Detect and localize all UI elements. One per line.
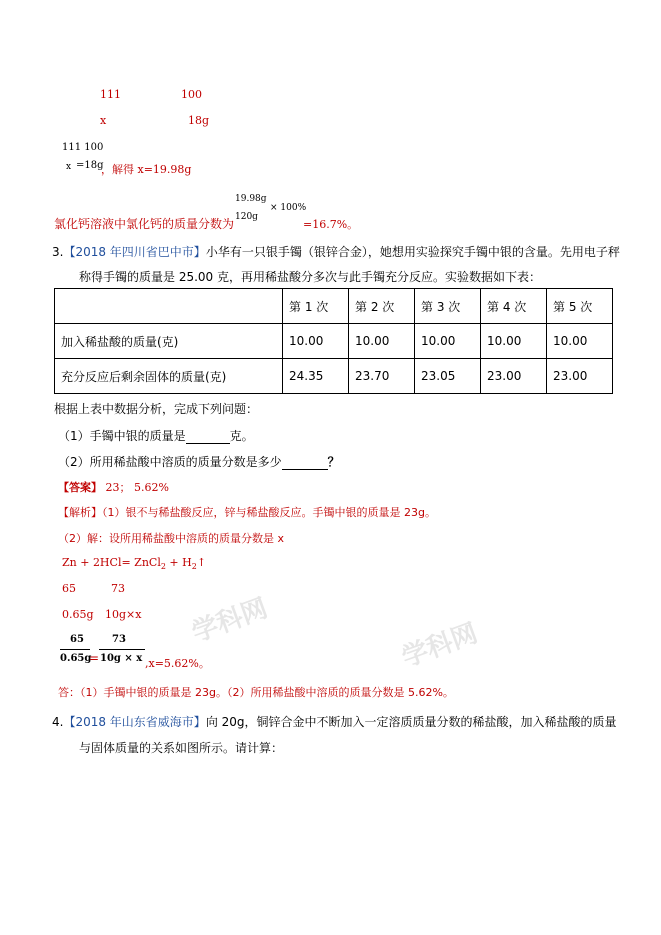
table-cell: 10.00: [283, 324, 349, 359]
table-row: [55, 359, 613, 394]
table-header-cell: 第 1 次: [283, 289, 349, 324]
equation-subscript: 2: [191, 562, 197, 572]
table-cell: 10.00: [415, 324, 481, 359]
answer-label: 【答案】: [58, 481, 102, 494]
watermark: 学科网: [188, 593, 272, 649]
frac2-result: ,x=5.62%。: [145, 657, 210, 670]
chem-equation: [62, 556, 206, 571]
table-cell: 10.00: [481, 324, 547, 359]
table-header-row: [55, 289, 613, 324]
table-row: [55, 324, 613, 359]
answer-blank: [282, 457, 328, 470]
table-header-cell: 第 4 次: [481, 289, 547, 324]
sub-question-2: [58, 453, 340, 470]
answer-value: 23； 5.62%: [105, 481, 169, 494]
table-cell: 23.00: [547, 359, 613, 394]
frac-denominator-x: x: [66, 162, 72, 172]
frac2-equals: =: [89, 651, 100, 665]
table-cell: 23.00: [481, 359, 547, 394]
final-answer: 答：（1）手镯中银的质量是 23g。（2）所用稀盐酸中溶质的质量分数是 5.62%。: [58, 686, 454, 699]
question-text-line2: 称得手镯的质量是 25.00 克，再用稀盐酸分多次与此手镯充分反应。实验数据如下表：: [79, 270, 541, 284]
table-cell: 充分反应后剩余固体的质量(克): [55, 359, 283, 394]
table-header-cell: [55, 289, 283, 324]
table-header-cell: 第 5 次: [547, 289, 613, 324]
fraction-bar: [99, 649, 145, 650]
table-cell: 加入稀盐酸的质量(克): [55, 324, 283, 359]
table-cell: 10.00: [349, 324, 415, 359]
question-text-line2: 与固体质量的关系如图所示。请计算：: [79, 741, 284, 755]
table-cell: 10.00: [547, 324, 613, 359]
equation-plus: + H: [165, 556, 192, 569]
sub-question-1-suffix: 克。: [229, 429, 254, 443]
frac2-den-2: 10g × x: [100, 653, 143, 664]
answer-blank: [186, 431, 230, 444]
gas-arrow: ↑: [196, 556, 207, 569]
sub-question-2-suffix: ？: [327, 455, 340, 469]
table-cell: 23.70: [349, 359, 415, 394]
sub-question-2-text: （2）所用稀盐酸中溶质的质量分数是多少: [58, 455, 282, 469]
sub-question-1: [58, 427, 254, 444]
fraction-bar: [60, 649, 90, 650]
prompt-text: 根据上表中数据分析，完成下列问题：: [54, 402, 259, 416]
ratio-bottom-left: x: [100, 114, 107, 127]
mass-frac-numerator: 19.98g: [235, 194, 267, 204]
ratio-10gx: 10g×x: [105, 608, 142, 621]
table-header-cell: 第 3 次: [415, 289, 481, 324]
ratio-bottom-right: 18g: [188, 114, 210, 127]
question-number: 4.: [52, 715, 64, 729]
question-number: 3.: [52, 245, 64, 259]
frac-result: ，解得 x=19.98g: [101, 163, 192, 176]
question-text-line1: 向 20g，铜锌合金中不断加入一定溶质质量分数的稀盐酸，加入稀盐酸的质量: [205, 715, 617, 729]
equation-lhs: Zn + 2HCl= ZnCl: [62, 556, 161, 569]
frac-denominator-18: =18g: [76, 160, 104, 171]
question-text-line1: 小华有一只银手镯（银锌合金），她想用实验探究手镯中银的含量。先用电子秤: [205, 245, 620, 259]
data-table: [54, 288, 613, 394]
sub-question-1-text: （1）手镯中银的质量是: [58, 429, 186, 443]
equation-subscript: 2: [160, 562, 166, 572]
answer-line: [58, 479, 169, 495]
table-cell: 24.35: [283, 359, 349, 394]
ratio-73: 73: [111, 582, 125, 595]
watermark: 学科网: [398, 618, 482, 674]
source-tag: 【2018 年山东省威海市】: [63, 715, 206, 729]
frac-numerator: 111 100: [62, 142, 104, 153]
mass-frac-mult: × 100%: [270, 203, 307, 213]
mass-frac-denominator: 120g: [235, 212, 258, 222]
source-tag: 【2018 年四川省巴中市】: [63, 245, 206, 259]
frac2-den-1: 0.65g: [60, 653, 92, 664]
ratio-top-right: 100: [181, 88, 202, 101]
mass-frac-result: =16.7%。: [303, 218, 359, 231]
mass-frac-label: 氯化钙溶液中氯化钙的质量分数为: [54, 217, 235, 231]
ratio-top-left: 111: [100, 88, 121, 101]
frac2-num-2: 73: [112, 634, 126, 645]
table-header-cell: 第 2 次: [349, 289, 415, 324]
analysis-line-2: （2）解：设所用稀盐酸中溶质的质量分数是 x: [58, 532, 285, 545]
analysis-line-1: 【解析】（1）银不与稀盐酸反应，锌与稀盐酸反应。手镯中银的质量是 23g。: [58, 506, 436, 519]
question-4: [52, 713, 617, 730]
ratio-065g: 0.65g: [62, 608, 94, 621]
frac2-num-1: 65: [70, 634, 84, 645]
table-cell: 23.05: [415, 359, 481, 394]
question-3: [52, 243, 620, 260]
ratio-65: 65: [62, 582, 76, 595]
